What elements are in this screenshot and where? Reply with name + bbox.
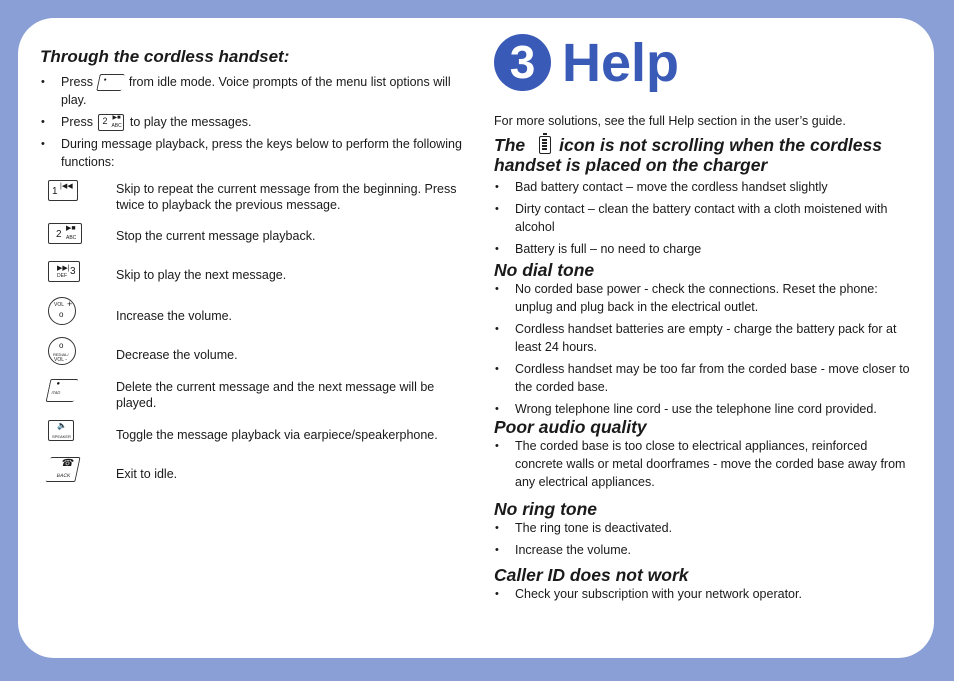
intro-text: For more solutions, see the full Help section in the user’s guide. — [494, 114, 846, 128]
menu-key-icon: ● — [97, 74, 126, 91]
speaker-key-icon: 🔈 SPEAKER — [48, 420, 74, 441]
list-item: • Increase the volume. — [494, 541, 914, 559]
bullet-list — [494, 280, 914, 418]
section-heading: Caller ID does not work — [494, 565, 689, 585]
list-item: • Cordless handset batteries are empty - charge the battery pack for at least 24 hours. — [494, 320, 914, 356]
volume-up-icon: VOL + o — [48, 297, 76, 325]
list-item: • Bad battery contact – move the cordless handset slightly — [494, 178, 914, 196]
bullet-list — [494, 178, 914, 258]
list-item: • Press 2 ▶■ ABC to play the messages. — [40, 113, 465, 131]
help-section — [494, 417, 914, 495]
section-heading: No dial tone — [494, 260, 595, 280]
key-2-play-stop-icon: 2 ▶■ ABC — [98, 114, 124, 131]
left-column — [40, 46, 465, 175]
list-item: • The ring tone is deactivated. — [494, 519, 914, 537]
key-2-play-stop-icon: 2 ▶■ ABC — [48, 223, 82, 244]
help-section — [494, 565, 914, 607]
volume-down-icon: o REDIAL/ VOL - — [48, 337, 76, 365]
battery-icon — [539, 136, 551, 154]
list-item: • No corded base power - check the connections. Reset the phone: unplug and plug back in the electrical outlet. — [494, 280, 914, 316]
list-item: • Check your subscription with your network operator. — [494, 585, 914, 603]
section-heading: Through the cordless handset: — [40, 47, 290, 66]
list-item: • Cordless handset may be too far from the corded base - move closer to the corded base. — [494, 360, 914, 396]
page-title: Help — [562, 33, 680, 93]
bullet-list — [494, 519, 914, 559]
menu-key-icon: ● ITAD — [46, 379, 79, 402]
bullet-list — [494, 585, 914, 603]
bullet-list — [494, 437, 914, 491]
list-item: • Battery is full – no need to charge — [494, 240, 914, 258]
list-item: • The corded base is too close to electrical appliances, reinforced concrete walls or metal doorframes - move the corded base away from any electrical appliances. — [494, 437, 914, 491]
list-item: • Dirty contact – clean the battery contact with a cloth moistened with alcohol — [494, 200, 914, 236]
section-heading: Poor audio quality — [494, 417, 647, 437]
key-1-skip-back-icon: 1 |◀◀ — [48, 180, 78, 201]
key-3-skip-forward-icon: ▶▶| 3 DEF — [48, 261, 80, 282]
chapter-badge: 3 — [494, 34, 551, 91]
bullet-list — [40, 73, 465, 171]
back-key-icon: ☎ BACK — [45, 457, 80, 482]
section-heading: No ring tone — [494, 499, 598, 519]
list-item: • Press ● from idle mode. Voice prompts of the menu list options will play. — [40, 73, 465, 109]
help-section — [494, 260, 914, 422]
section-heading: The icon is not scrolling when the cordless handset is placed on the charger — [494, 135, 882, 175]
help-section — [494, 135, 914, 262]
list-item: • During message playback, press the keys below to perform the following functions: — [40, 135, 465, 171]
help-section — [494, 499, 914, 563]
list-item: • Wrong telephone line cord - use the telephone line cord provided. — [494, 400, 914, 418]
